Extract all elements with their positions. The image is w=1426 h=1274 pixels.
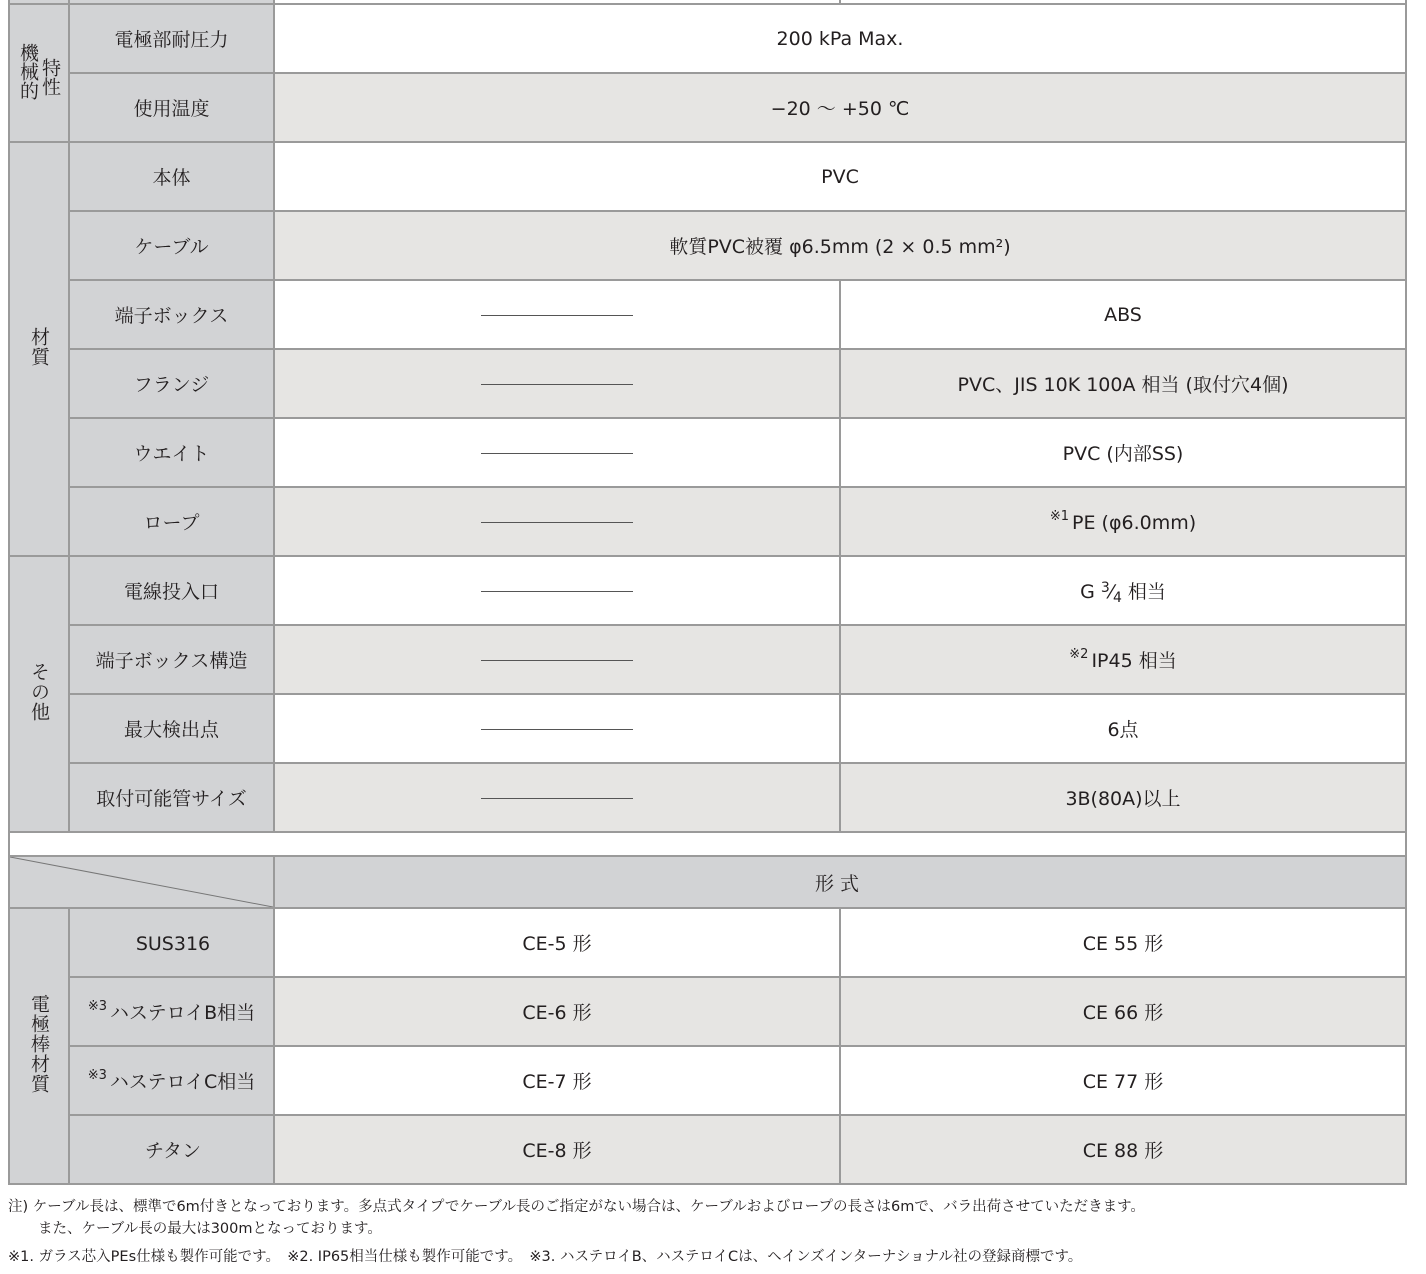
fraction-denominator: 4 [1112, 590, 1122, 606]
row-value-multi: PVC (内部SS) [840, 418, 1406, 487]
table-row [9, 763, 1406, 832]
row-value: 軟質PVC被覆 φ6.5mm (2 × 0.5 mm²) [274, 211, 1406, 280]
row-value-multi [840, 487, 1406, 556]
row-label: 最大検出点 [69, 694, 274, 763]
model-single: CE-7 形 [274, 1046, 840, 1115]
row-label: 本体 [69, 142, 274, 211]
diagonal-line [10, 857, 273, 907]
row-label [69, 977, 274, 1046]
row-value-single [274, 487, 840, 556]
dash-line [481, 798, 633, 799]
row-value-single [274, 625, 840, 694]
footnote-ref: ※2 [1069, 647, 1089, 662]
row-value-text: IP45 相当 [1091, 650, 1177, 672]
model-single: CE-5 形 [274, 908, 840, 977]
dash-line [481, 384, 633, 385]
row-value-single [274, 418, 840, 487]
table-row [9, 73, 1406, 142]
table-row [9, 4, 1406, 73]
group-electrode-label: 電極棒材質 [28, 994, 50, 1094]
model-multi: CE 88 形 [840, 1115, 1406, 1184]
table-row [9, 280, 1406, 349]
diagonal-corner [9, 856, 274, 908]
row-label: 電極部耐圧力 [69, 4, 274, 73]
row-value: PVC [274, 142, 1406, 211]
model-multi: CE 77 形 [840, 1046, 1406, 1115]
group-material-label: 材質 [28, 327, 50, 367]
model-single: CE-6 形 [274, 977, 840, 1046]
row-label: 端子ボックス [69, 280, 274, 349]
table-row [9, 856, 1406, 908]
table-spacer [9, 832, 1406, 856]
row-label: 取付可能管サイズ [69, 763, 274, 832]
group-material [9, 142, 69, 556]
table-row [9, 694, 1406, 763]
footnote-ref: ※3 [87, 1068, 107, 1083]
row-value-multi: PVC、JIS 10K 100A 相当 (取付穴4個) [840, 349, 1406, 418]
dash-line [481, 315, 633, 316]
dash-line [481, 522, 633, 523]
row-label: ケーブル [69, 211, 274, 280]
model-single: CE-8 形 [274, 1115, 840, 1184]
table-row [9, 977, 1406, 1046]
note-line-3: ※1. ガラス芯入PEs仕様も製作可能です。 ※2. IP65相当仕様も製作可能です。 ※3. ハステロイB、ハステロイCは、ヘインズインターナショナル社の登録商標です。 [8, 1249, 1083, 1265]
model-multi: CE 66 形 [840, 977, 1406, 1046]
dash-line [481, 591, 633, 592]
row-value-single [274, 349, 840, 418]
fraction-numerator: 3 [1100, 580, 1110, 596]
table-row [9, 1046, 1406, 1115]
row-value-multi: 6点 [840, 694, 1406, 763]
row-value-single [274, 556, 840, 625]
group-mechanical-col2: 機械的 [17, 42, 39, 100]
table-row [9, 1115, 1406, 1184]
row-value-text: PE (φ6.0mm) [1072, 512, 1197, 534]
group-electrode [9, 908, 69, 1184]
row-label-text: ハステロイB相当 [110, 1002, 256, 1024]
dash-line [481, 453, 633, 454]
table-row [9, 142, 1406, 211]
row-value-multi [840, 625, 1406, 694]
row-label: ロープ [69, 487, 274, 556]
row-label [69, 908, 274, 977]
group-mechanical-col1: 特性 [39, 58, 61, 96]
spec-table [8, 0, 1407, 1185]
model-multi: CE 55 形 [840, 908, 1406, 977]
row-value-single [274, 763, 840, 832]
footnotes [8, 1196, 1418, 1268]
table-row [9, 908, 1406, 977]
dash-line [481, 660, 633, 661]
row-value-single [274, 280, 840, 349]
models-header: 形式 [274, 856, 1406, 908]
row-value-single [274, 694, 840, 763]
row-label [69, 1115, 274, 1184]
row-value-suffix: 相当 [1127, 581, 1166, 603]
group-other-label: その他 [28, 662, 50, 722]
row-value-prefix: G [1080, 581, 1095, 603]
table-row [9, 211, 1406, 280]
row-value-multi: ABS [840, 280, 1406, 349]
row-label [69, 1046, 274, 1115]
row-label: 使用温度 [69, 73, 274, 142]
row-label: フランジ [69, 349, 274, 418]
row-value: −20 〜 +50 ℃ [274, 73, 1406, 142]
group-mechanical [9, 4, 69, 142]
row-value-multi: 3B(80A)以上 [840, 763, 1406, 832]
row-label: 端子ボックス構造 [69, 625, 274, 694]
table-row [9, 418, 1406, 487]
group-other [9, 556, 69, 832]
row-value-multi: G 3⁄4 相当 [840, 556, 1406, 625]
note-line-1: 注) ケーブル長は、標準で6m付きとなっております。多点式タイプでケーブル長のご指定がない場合は、ケーブルおよびロープの長さは6mで、バラ出荷させていただきます。 [8, 1199, 1145, 1215]
note-line-2: また、ケーブル長の最大は300mとなっております。 [38, 1221, 382, 1237]
table-row [9, 487, 1406, 556]
row-label-text: ハステロイC相当 [109, 1071, 256, 1093]
row-label-text: チタン [144, 1140, 202, 1162]
table-row [9, 556, 1406, 625]
row-label-text: SUS316 [135, 933, 211, 955]
row-value: 200 kPa Max. [274, 4, 1406, 73]
table-row [9, 349, 1406, 418]
table-row [9, 625, 1406, 694]
dash-line [481, 729, 633, 730]
row-label: ウエイト [69, 418, 274, 487]
footnote-ref: ※1 [1049, 509, 1070, 524]
footnote-ref: ※3 [87, 999, 108, 1014]
row-label: 電線投入口 [69, 556, 274, 625]
